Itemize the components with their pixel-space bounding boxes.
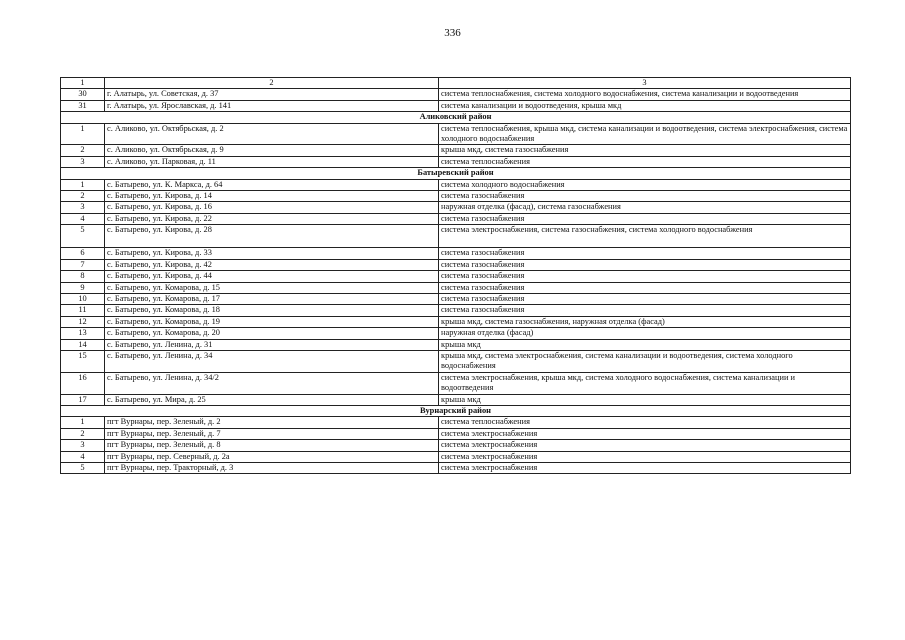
document-table: [60, 77, 851, 474]
table-row: [61, 145, 851, 156]
row-address: с. Батырево, ул. Кирова, д. 14: [105, 191, 439, 202]
table-header-row: [61, 78, 851, 89]
row-number: 2: [61, 145, 105, 156]
row-address: с. Батырево, ул. Комарова, д. 17: [105, 293, 439, 304]
row-works: система газоснабжения: [439, 271, 851, 282]
table-row: [61, 451, 851, 462]
row-number: 1: [61, 123, 105, 145]
header-cell-number: 1: [61, 78, 105, 89]
row-works: крыша мкд, система газоснабжения, наружная отделка (фасад): [439, 316, 851, 327]
table-row: [61, 316, 851, 327]
page-number: 336: [444, 27, 461, 39]
section-title: Батыревский район: [61, 168, 851, 179]
row-address: пгт Вурнары, пер. Северный, д. 2а: [105, 451, 439, 462]
section-title: Вурнарский район: [61, 405, 851, 416]
row-number: 5: [61, 225, 105, 248]
row-address: пгт Вурнары, пер. Зеленый, д. 7: [105, 428, 439, 439]
row-number: 2: [61, 428, 105, 439]
row-address: с. Батырево, ул. Кирова, д. 44: [105, 271, 439, 282]
row-works: система теплоснабжения, крыша мкд, система канализации и водоотведения, система электроснабжения, система холодного водоснабжения: [439, 123, 851, 145]
row-works: система газоснабжения: [439, 248, 851, 259]
row-number: 7: [61, 259, 105, 270]
row-works: крыша мкд, система электроснабжения, система канализации и водоотведения, система холодного водоснабжения: [439, 350, 851, 372]
row-number: 3: [61, 440, 105, 451]
table-row: [61, 428, 851, 439]
row-address: пгт Вурнары, пер. Зеленый, д. 2: [105, 417, 439, 428]
row-address: с. Батырево, ул. Кирова, д. 16: [105, 202, 439, 213]
row-number: 11: [61, 305, 105, 316]
row-works: система электроснабжения: [439, 440, 851, 451]
row-address: с. Батырево, ул. Кирова, д. 28: [105, 225, 439, 248]
row-works: система газоснабжения: [439, 191, 851, 202]
row-address: г. Алатырь, ул. Ярославская, д. 141: [105, 100, 439, 111]
row-number: 17: [61, 394, 105, 405]
row-number: 3: [61, 156, 105, 167]
row-address: с. Батырево, ул. Кирова, д. 33: [105, 248, 439, 259]
table-row: [61, 328, 851, 339]
table-row: [61, 213, 851, 224]
row-number: 15: [61, 350, 105, 372]
table-row: [61, 305, 851, 316]
row-number: 4: [61, 213, 105, 224]
row-works: наружная отделка (фасад), система газоснабжения: [439, 202, 851, 213]
row-address: с. Батырево, ул. Кирова, д. 22: [105, 213, 439, 224]
table-row: [61, 417, 851, 428]
row-works: наружная отделка (фасад): [439, 328, 851, 339]
row-number: 16: [61, 372, 105, 394]
table-row: [61, 339, 851, 350]
section-row: [61, 112, 851, 123]
header-cell-works: 3: [439, 78, 851, 89]
row-address: пгт Вурнары, пер. Зеленый, д. 8: [105, 440, 439, 451]
row-number: 14: [61, 339, 105, 350]
section-row: [61, 168, 851, 179]
row-number: 13: [61, 328, 105, 339]
row-address: с. Батырево, ул. Ленина, д. 34: [105, 350, 439, 372]
row-works: система теплоснабжения: [439, 156, 851, 167]
row-works: система теплоснабжения: [439, 417, 851, 428]
table-row: [61, 179, 851, 190]
row-works: система газоснабжения: [439, 305, 851, 316]
row-number: 1: [61, 417, 105, 428]
row-works: система электроснабжения: [439, 463, 851, 474]
row-works: система канализации и водоотведения, крыша мкд: [439, 100, 851, 111]
row-number: 5: [61, 463, 105, 474]
row-works: система газоснабжения: [439, 213, 851, 224]
row-address: с. Батырево, ул. Ленина, д. 31: [105, 339, 439, 350]
row-number: 4: [61, 451, 105, 462]
row-number: 8: [61, 271, 105, 282]
row-address: с. Аликово, ул. Парковая, д. 11: [105, 156, 439, 167]
row-number: 6: [61, 248, 105, 259]
row-number: 30: [61, 89, 105, 100]
header-cell-address: 2: [105, 78, 439, 89]
row-address: с. Батырево, ул. Комарова, д. 20: [105, 328, 439, 339]
row-address: с. Батырево, ул. К. Маркса, д. 64: [105, 179, 439, 190]
table-row: [61, 440, 851, 451]
row-works: система теплоснабжения, система холодного водоснабжения, система канализации и водоотведения: [439, 89, 851, 100]
row-works: система электроснабжения: [439, 451, 851, 462]
row-address: с. Батырево, ул. Мира, д. 25: [105, 394, 439, 405]
row-address: с. Батырево, ул. Комарова, д. 19: [105, 316, 439, 327]
row-works: система газоснабжения: [439, 259, 851, 270]
table-row: [61, 350, 851, 372]
row-address: с. Аликово, ул. Октябрьская, д. 2: [105, 123, 439, 145]
row-address: с. Батырево, ул. Комарова, д. 18: [105, 305, 439, 316]
row-address: г. Алатырь, ул. Советская, д. 37: [105, 89, 439, 100]
row-address: с. Батырево, ул. Кирова, д. 42: [105, 259, 439, 270]
table-row: [61, 248, 851, 259]
row-address: с. Батырево, ул. Комарова, д. 15: [105, 282, 439, 293]
table-row: [61, 225, 851, 248]
section-row: [61, 405, 851, 416]
row-works: система газоснабжения: [439, 293, 851, 304]
table-row: [61, 394, 851, 405]
row-number: 10: [61, 293, 105, 304]
table-body: [61, 89, 851, 474]
table-row: [61, 282, 851, 293]
table-row: [61, 463, 851, 474]
row-number: 9: [61, 282, 105, 293]
row-works: крыша мкд, система газоснабжения: [439, 145, 851, 156]
row-works: крыша мкд: [439, 339, 851, 350]
row-address: с. Аликово, ул. Октябрьская, д. 9: [105, 145, 439, 156]
table-row: [61, 293, 851, 304]
row-works: система холодного водоснабжения: [439, 179, 851, 190]
row-works: система электроснабжения, система газоснабжения, система холодного водоснабжения: [439, 225, 851, 248]
row-address: с. Батырево, ул. Ленина, д. 34/2: [105, 372, 439, 394]
row-number: 3: [61, 202, 105, 213]
row-works: система электроснабжения: [439, 428, 851, 439]
table-row: [61, 156, 851, 167]
row-number: 12: [61, 316, 105, 327]
row-address: пгт Вурнары, пер. Тракторный, д. 3: [105, 463, 439, 474]
table-row: [61, 372, 851, 394]
table-row: [61, 191, 851, 202]
row-number: 1: [61, 179, 105, 190]
table-row: [61, 202, 851, 213]
table-row: [61, 271, 851, 282]
table-row: [61, 100, 851, 111]
section-title: Аликовский район: [61, 112, 851, 123]
row-works: система электроснабжения, крыша мкд, система холодного водоснабжения, система канализации и водоотведения: [439, 372, 851, 394]
row-works: система газоснабжения: [439, 282, 851, 293]
table-row: [61, 259, 851, 270]
row-works: крыша мкд: [439, 394, 851, 405]
row-number: 31: [61, 100, 105, 111]
table-row: [61, 89, 851, 100]
row-number: 2: [61, 191, 105, 202]
table-row: [61, 123, 851, 145]
